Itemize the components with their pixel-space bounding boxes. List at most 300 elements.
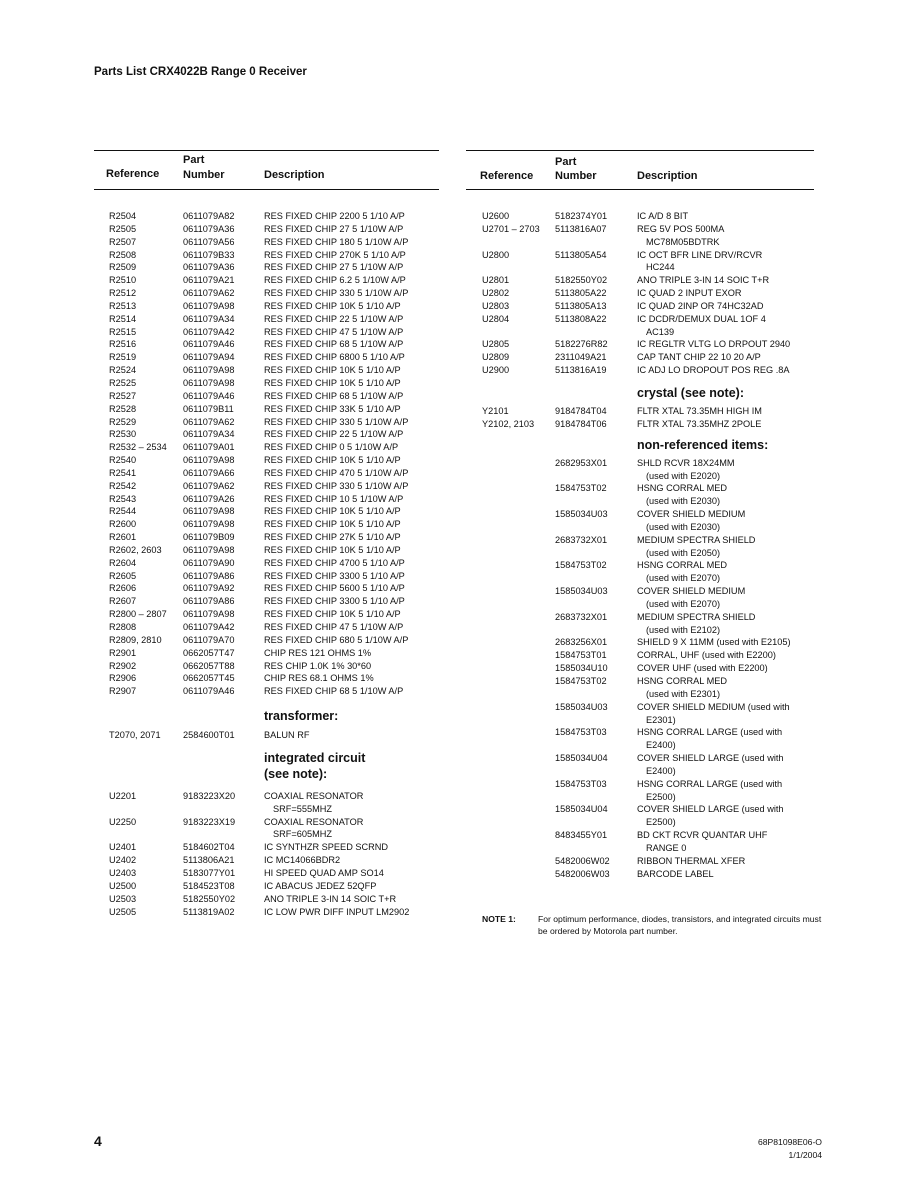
table-row xyxy=(94,647,439,660)
cell-description: (used with E2070) xyxy=(646,598,721,609)
cell-reference: U2900 xyxy=(482,365,510,376)
cell-part-number: 2584600T01 xyxy=(183,730,235,741)
cell-part-number: 0611079A62 xyxy=(183,480,235,491)
cell-reference: R2524 xyxy=(109,365,137,376)
cell-reference: R2532 – 2534 xyxy=(109,442,167,453)
cell-reference: R2519 xyxy=(109,352,137,363)
table-row xyxy=(94,505,439,518)
table-row xyxy=(466,482,814,495)
cell-part-number: 0611079A94 xyxy=(183,352,235,363)
header-reference: Reference xyxy=(480,170,534,182)
table-row xyxy=(466,559,814,572)
cell-part-number: 5184602T04 xyxy=(183,842,235,853)
cell-description: RES FIXED CHIP 470 5 1/10W A/P xyxy=(264,467,409,478)
cell-description: (used with E2102) xyxy=(646,624,721,635)
cell-description: HSNG CORRAL LARGE (used with xyxy=(637,778,783,789)
cell-reference: R2600 xyxy=(109,519,137,530)
table-row xyxy=(94,544,439,557)
cell-description: HSNG CORRAL MED xyxy=(637,560,728,571)
table-row xyxy=(94,300,439,313)
header-reference: Reference xyxy=(106,168,160,180)
cell-description: RES FIXED CHIP 27 5 1/10W A/P xyxy=(264,223,404,234)
cell-reference: Y2102, 2103 xyxy=(482,418,535,429)
table-row xyxy=(94,685,439,698)
table-row xyxy=(94,854,439,867)
table-row xyxy=(94,608,439,621)
cell-reference: U2402 xyxy=(109,855,137,866)
document-date: 1/1/2004 xyxy=(788,1150,822,1160)
table-row xyxy=(466,714,814,727)
cell-description: MEDIUM SPECTRA SHIELD xyxy=(637,534,756,545)
table-row xyxy=(466,418,814,431)
table-row xyxy=(94,893,439,906)
cell-description: SHLD RCVR 18X24MM xyxy=(637,457,735,468)
cell-part-number: 5182374Y01 xyxy=(555,211,608,221)
cell-part-number: 0611079A34 xyxy=(183,429,235,440)
cell-part-number: 5182276R82 xyxy=(555,339,608,350)
ic-rows xyxy=(94,790,439,918)
table-row xyxy=(94,880,439,893)
cell-reference: U2201 xyxy=(109,790,137,801)
cell-part-number: 0611079B11 xyxy=(183,403,234,414)
cell-part-number: 9184784T04 xyxy=(555,405,607,416)
table-row xyxy=(466,274,814,287)
cell-description: RES FIXED CHIP 10K 5 1/10 A/P xyxy=(264,519,401,530)
cell-reference: R2540 xyxy=(109,455,137,466)
cell-part-number: 2683732X01 xyxy=(555,611,608,622)
cell-description: RES FIXED CHIP 10K 5 1/10 A/P xyxy=(264,377,401,388)
cell-part-number: 0611079A46 xyxy=(183,686,235,697)
table-row xyxy=(94,313,439,326)
section-heading-nonreferenced: non-referenced items: xyxy=(637,437,769,452)
cell-description: RES FIXED CHIP 10 5 1/10W A/P xyxy=(264,493,404,504)
cell-reference: R2527 xyxy=(109,390,137,401)
cell-part-number: 1584753T02 xyxy=(555,676,607,686)
cell-part-number: 1585034U03 xyxy=(555,586,608,597)
cell-part-number: 1584753T03 xyxy=(555,778,607,789)
section-heading-transformer: transformer: xyxy=(264,709,339,724)
table-row xyxy=(466,223,814,236)
table-row xyxy=(466,675,814,688)
table-row xyxy=(94,480,439,493)
table-row xyxy=(466,662,814,675)
cell-reference: R2800 – 2807 xyxy=(109,609,167,620)
cell-reference: U2802 xyxy=(482,288,510,299)
cell-reference: R2543 xyxy=(109,493,137,504)
cell-reference: R2515 xyxy=(109,326,137,337)
cell-reference: R2512 xyxy=(109,288,137,299)
table-row xyxy=(466,521,814,534)
cell-part-number: 5113808A22 xyxy=(555,313,607,324)
table-row xyxy=(94,274,439,287)
parts-rows xyxy=(94,210,439,698)
cell-part-number: 0662057T47 xyxy=(183,647,235,658)
cell-reference: R2607 xyxy=(109,596,137,607)
table-row xyxy=(94,841,439,854)
cell-description: BARCODE LABEL xyxy=(637,868,714,879)
cell-part-number: 5113806A21 xyxy=(183,855,235,866)
table-row xyxy=(94,493,439,506)
cell-reference: R2504 xyxy=(109,211,137,221)
table-row xyxy=(94,236,439,249)
cell-reference: Y2101 xyxy=(482,405,509,416)
cell-description: RES FIXED CHIP 68 5 1/10W A/P xyxy=(264,686,404,697)
cell-description: CAP TANT CHIP 22 10 20 A/P xyxy=(637,352,761,363)
table-row xyxy=(94,803,439,816)
cell-description: COVER SHIELD LARGE (used with xyxy=(637,804,784,815)
table-row xyxy=(466,624,814,637)
table-row xyxy=(466,338,814,351)
cell-reference: R2507 xyxy=(109,236,137,247)
cell-description: COVER UHF (used with E2200) xyxy=(637,663,768,674)
cell-description: RANGE 0 xyxy=(646,842,687,853)
cell-description: IC DCDR/DEMUX DUAL 1OF 4 xyxy=(637,313,766,324)
cell-part-number: 0611079A98 xyxy=(183,377,235,388)
cell-description: E2400) xyxy=(646,740,676,751)
table-row xyxy=(466,855,814,868)
cell-part-number: 0611079A82 xyxy=(183,211,235,221)
parts-table-right xyxy=(466,150,814,881)
cell-description: SRF=555MHZ xyxy=(273,803,332,814)
header-description: Description xyxy=(637,170,698,182)
table-row xyxy=(466,470,814,483)
cell-description: COVER SHIELD MEDIUM xyxy=(637,586,746,597)
cell-description: RES FIXED CHIP 33K 5 1/10 A/P xyxy=(264,403,401,414)
cell-reference: U2809 xyxy=(482,352,510,363)
cell-part-number: 0611079A34 xyxy=(183,313,235,324)
table-row xyxy=(94,582,439,595)
cell-part-number: 1585034U04 xyxy=(555,753,608,764)
table-row xyxy=(466,547,814,560)
cell-part-number: 5113805A54 xyxy=(555,249,607,260)
cell-part-number: 0611079A98 xyxy=(183,519,235,530)
cell-description: RES FIXED CHIP 10K 5 1/10 A/P xyxy=(264,455,401,466)
cell-description: RES FIXED CHIP 330 5 1/10W A/P xyxy=(264,480,409,491)
page-title: Parts List CRX4022B Range 0 Receiver xyxy=(94,66,307,78)
cell-reference: R2509 xyxy=(109,262,137,273)
table-row xyxy=(94,403,439,416)
cell-description: HC244 xyxy=(646,262,675,273)
table-row xyxy=(94,672,439,685)
cell-part-number: 0611079A21 xyxy=(183,275,235,286)
table-row xyxy=(466,701,814,714)
cell-reference: R2906 xyxy=(109,673,137,684)
table-row xyxy=(94,428,439,441)
cell-description: SHIELD 9 X 11MM (used with E2105) xyxy=(637,637,791,648)
cell-description: E2500) xyxy=(646,817,676,828)
table-row xyxy=(466,364,814,377)
cell-reference: R2604 xyxy=(109,557,137,568)
cell-description: (used with E2050) xyxy=(646,547,721,558)
table-row xyxy=(94,634,439,647)
cell-description: IC SYNTHZR SPEED SCRND xyxy=(264,842,389,853)
table-row xyxy=(94,441,439,454)
cell-part-number: 8483455Y01 xyxy=(555,830,608,841)
section-heading-crystal: crystal (see note): xyxy=(637,385,744,400)
cell-reference: R2902 xyxy=(109,660,137,671)
cell-part-number: 9184784T06 xyxy=(555,418,607,429)
cell-part-number: 5482006W02 xyxy=(555,855,610,866)
cell-description: HI SPEED QUAD AMP SO14 xyxy=(264,867,384,878)
cell-description: RES FIXED CHIP 10K 5 1/10 A/P xyxy=(264,300,401,311)
cell-description: SRF=605MHZ xyxy=(273,829,332,840)
cell-description: IC REGLTR VLTG LO DRPOUT 2940 xyxy=(637,339,791,350)
cell-part-number: 0611079B09 xyxy=(183,532,235,543)
table-row xyxy=(94,531,439,544)
cell-reference: R2907 xyxy=(109,686,137,697)
cell-description: RES CHIP 1.0K 1% 30*60 xyxy=(264,660,372,671)
cell-part-number: 2683256X01 xyxy=(555,637,608,648)
cell-description: HSNG CORRAL LARGE (used with xyxy=(637,727,783,738)
cell-reference: R2529 xyxy=(109,416,137,427)
cell-reference: R2510 xyxy=(109,275,137,286)
cell-part-number: 0611079A90 xyxy=(183,557,235,568)
cell-description: COVER SHIELD LARGE (used with xyxy=(637,753,784,764)
cell-description: RES FIXED CHIP 270K 5 1/10 A/P xyxy=(264,249,406,260)
cell-description: (used with E2070) xyxy=(646,573,721,584)
table-row xyxy=(466,210,814,223)
table-row xyxy=(466,739,814,752)
table-row xyxy=(94,351,439,364)
cell-part-number: 1585034U03 xyxy=(555,701,608,712)
table-row xyxy=(94,867,439,880)
cell-part-number: 5482006W03 xyxy=(555,868,610,879)
cell-description: RES FIXED CHIP 2200 5 1/10 A/P xyxy=(264,211,405,221)
cell-description: RES FIXED CHIP 10K 5 1/10 A/P xyxy=(264,506,401,517)
table-row xyxy=(94,377,439,390)
table-row xyxy=(94,828,439,841)
cell-part-number: 0611079A98 xyxy=(183,544,235,555)
cell-part-number: 0611079A98 xyxy=(183,365,235,376)
crystal-rows xyxy=(466,405,814,431)
cell-part-number: 0611079A36 xyxy=(183,223,235,234)
cell-description: RES FIXED CHIP 3300 5 1/10 A/P xyxy=(264,596,405,607)
cell-part-number: 0611079A56 xyxy=(183,236,235,247)
cell-part-number: 9183223X19 xyxy=(183,816,236,827)
cell-part-number: 1585034U03 xyxy=(555,509,608,520)
table-row xyxy=(466,611,814,624)
table-row xyxy=(94,557,439,570)
cell-description: RES FIXED CHIP 68 5 1/10W A/P xyxy=(264,339,404,350)
cell-reference: U2803 xyxy=(482,300,510,311)
cell-description: RES FIXED CHIP 22 5 1/10W A/P xyxy=(264,429,404,440)
cell-part-number: 0611079A98 xyxy=(183,609,235,620)
cell-reference: R2516 xyxy=(109,339,137,350)
cell-description: REG 5V POS 500MA xyxy=(637,223,725,234)
cell-part-number: 0611079A62 xyxy=(183,288,235,299)
table-row xyxy=(466,351,814,364)
cell-description: RES FIXED CHIP 47 5 1/10W A/P xyxy=(264,326,404,337)
cell-reference: R2505 xyxy=(109,223,137,234)
cell-description: RES FIXED CHIP 10K 5 1/10 A/P xyxy=(264,365,401,376)
section-heading-ic-note: (see note): xyxy=(264,766,328,781)
cell-reference: U2505 xyxy=(109,906,137,917)
cell-reference: U2250 xyxy=(109,816,137,827)
note-text: For optimum performance, diodes, transistors, and integrated circuits must be ordered by Motorola part number. xyxy=(538,914,822,936)
cell-part-number: 5183077Y01 xyxy=(183,867,236,878)
table-row xyxy=(94,223,439,236)
table-row xyxy=(466,778,814,791)
cell-part-number: 0611079A46 xyxy=(183,390,235,401)
cell-part-number: 0611079A98 xyxy=(183,455,235,466)
cell-reference: T2070, 2071 xyxy=(109,730,161,741)
table-row xyxy=(466,457,814,470)
table-row xyxy=(466,261,814,274)
table-row xyxy=(94,595,439,608)
table-row xyxy=(466,752,814,765)
table-row xyxy=(466,249,814,262)
cell-part-number: 0611079A42 xyxy=(183,326,235,337)
cell-reference: R2602, 2603 xyxy=(109,544,162,555)
cell-part-number: 1585034U10 xyxy=(555,663,608,674)
parts-rows xyxy=(466,210,814,377)
cell-description: CHIP RES 68.1 OHMS 1% xyxy=(264,673,374,684)
cell-description: HSNG CORRAL MED xyxy=(637,676,728,686)
header-description: Description xyxy=(264,169,325,181)
cell-description: FLTR XTAL 73.35MHZ 2POLE xyxy=(637,418,762,429)
cell-part-number: 1584753T03 xyxy=(555,727,607,738)
cell-reference: R2901 xyxy=(109,647,137,658)
cell-part-number: 0611079A86 xyxy=(183,570,235,581)
cell-part-number: 0611079A36 xyxy=(183,262,235,273)
cell-part-number: 0611079A01 xyxy=(183,442,235,453)
cell-reference: U2503 xyxy=(109,893,137,904)
cell-reference: U2804 xyxy=(482,313,510,324)
cell-description: RES FIXED CHIP 22 5 1/10W A/P xyxy=(264,313,404,324)
cell-description: CORRAL, UHF (used with E2200) xyxy=(637,650,776,661)
cell-part-number: 1585034U04 xyxy=(555,804,608,815)
cell-part-number: 0611079A26 xyxy=(183,493,235,504)
table-row xyxy=(466,649,814,662)
cell-description: COAXIAL RESONATOR xyxy=(264,816,364,827)
cell-description: IC LOW PWR DIFF INPUT LM2902 xyxy=(264,906,410,917)
cell-part-number: 0611079A46 xyxy=(183,339,235,350)
table-row xyxy=(94,210,439,223)
table-row xyxy=(94,570,439,583)
cell-part-number: 0611079A86 xyxy=(183,596,235,607)
cell-description: MEDIUM SPECTRA SHIELD xyxy=(637,611,756,622)
cell-description: RIBBON THERMAL XFER xyxy=(637,855,746,866)
cell-reference: U2600 xyxy=(482,211,510,221)
table-row xyxy=(94,454,439,467)
table-row xyxy=(466,495,814,508)
header-part: Part xyxy=(183,154,205,166)
cell-part-number: 5113816A07 xyxy=(555,223,607,234)
cell-part-number: 9183223X20 xyxy=(183,790,236,801)
cell-description: RES FIXED CHIP 6.2 5 1/10W A/P xyxy=(264,275,406,286)
cell-description: AC139 xyxy=(646,326,675,337)
table-row xyxy=(94,906,439,919)
cell-description: BALUN RF xyxy=(264,730,310,741)
cell-part-number: 5113805A13 xyxy=(555,300,607,311)
cell-description: RES FIXED CHIP 330 5 1/10W A/P xyxy=(264,416,409,427)
cell-description: IC A/D 8 BIT xyxy=(637,211,689,221)
cell-part-number: 1584753T01 xyxy=(555,650,607,661)
cell-description: RES FIXED CHIP 47 5 1/10W A/P xyxy=(264,622,404,632)
cell-description: IC QUAD 2INP OR 74HC32AD xyxy=(637,300,764,311)
cell-part-number: 2682953X01 xyxy=(555,457,608,468)
table-row xyxy=(466,326,814,339)
cell-description: IC OCT BFR LINE DRV/RCVR xyxy=(637,249,763,260)
cell-description: (used with E2030) xyxy=(646,521,721,532)
table-row xyxy=(466,585,814,598)
nonreferenced-rows xyxy=(466,457,814,881)
cell-description: RES FIXED CHIP 180 5 1/10W A/P xyxy=(264,236,409,247)
cell-reference: U2500 xyxy=(109,880,137,891)
cell-reference: R2601 xyxy=(109,532,137,543)
cell-part-number: 5113819A02 xyxy=(183,906,235,917)
note-label: NOTE 1: xyxy=(482,914,516,924)
cell-reference: R2530 xyxy=(109,429,137,440)
cell-reference: R2514 xyxy=(109,313,137,324)
cell-description: RES FIXED CHIP 0 5 1/10W A/P xyxy=(264,442,399,453)
table-row xyxy=(466,236,814,249)
table-row xyxy=(94,729,439,742)
table-header xyxy=(94,150,439,190)
table-row xyxy=(94,416,439,429)
cell-part-number: 0662057T88 xyxy=(183,660,235,671)
cell-description: FLTR XTAL 73.35MH HIGH IM xyxy=(637,405,762,416)
cell-description: IC ABACUS JEDEZ 52QFP xyxy=(264,880,377,891)
cell-description: COVER SHIELD MEDIUM (used with xyxy=(637,701,790,712)
cell-description: E2400) xyxy=(646,765,676,776)
cell-description: ANO TRIPLE 3-IN 14 SOIC T+R xyxy=(637,275,770,286)
cell-reference: U2805 xyxy=(482,339,510,350)
table-row xyxy=(94,326,439,339)
document-id: 68P81098E06-O xyxy=(757,1137,822,1147)
cell-part-number: 0611079A98 xyxy=(183,300,235,311)
cell-reference: R2528 xyxy=(109,403,137,414)
cell-reference: R2542 xyxy=(109,480,137,491)
cell-part-number: 0611079B33 xyxy=(183,249,235,260)
cell-description: RES FIXED CHIP 680 5 1/10W A/P xyxy=(264,634,409,645)
table-row xyxy=(466,726,814,739)
cell-part-number: 0611079A42 xyxy=(183,622,235,632)
table-row xyxy=(94,467,439,480)
cell-part-number: 0611079A66 xyxy=(183,467,235,478)
cell-reference: U2403 xyxy=(109,867,137,878)
cell-reference: R2525 xyxy=(109,377,137,388)
cell-description: CHIP RES 121 OHMS 1% xyxy=(264,647,372,658)
cell-reference: R2513 xyxy=(109,300,137,311)
cell-part-number: 0611079A92 xyxy=(183,583,235,594)
cell-reference: R2809, 2810 xyxy=(109,634,162,645)
table-row xyxy=(466,636,814,649)
cell-part-number: 5113805A22 xyxy=(555,288,607,299)
cell-description: RES FIXED CHIP 10K 5 1/10 A/P xyxy=(264,609,401,620)
cell-description: RES FIXED CHIP 68 5 1/10W A/P xyxy=(264,390,404,401)
table-row xyxy=(94,338,439,351)
cell-reference: R2541 xyxy=(109,467,137,478)
cell-part-number: 5182550Y02 xyxy=(183,893,236,904)
cell-description: IC MC14066BDR2 xyxy=(264,855,341,866)
cell-description: COVER SHIELD MEDIUM xyxy=(637,509,746,520)
cell-part-number: 0611079A70 xyxy=(183,634,235,645)
cell-part-number: 5182550Y02 xyxy=(555,275,608,286)
cell-part-number: 0662057T45 xyxy=(183,673,235,684)
cell-reference: R2544 xyxy=(109,506,137,517)
table-row xyxy=(94,518,439,531)
table-row xyxy=(466,688,814,701)
cell-description: IC ADJ LO DROPOUT POS REG .8A xyxy=(637,365,790,376)
cell-part-number: 1584753T02 xyxy=(555,560,607,571)
cell-description: BD CKT RCVR QUANTAR UHF xyxy=(637,830,768,841)
table-row xyxy=(466,287,814,300)
cell-reference: U2800 xyxy=(482,249,510,260)
cell-description: (used with E2020) xyxy=(646,470,721,481)
cell-description: MC78M05BDTRK xyxy=(646,236,720,247)
table-row xyxy=(94,621,439,634)
